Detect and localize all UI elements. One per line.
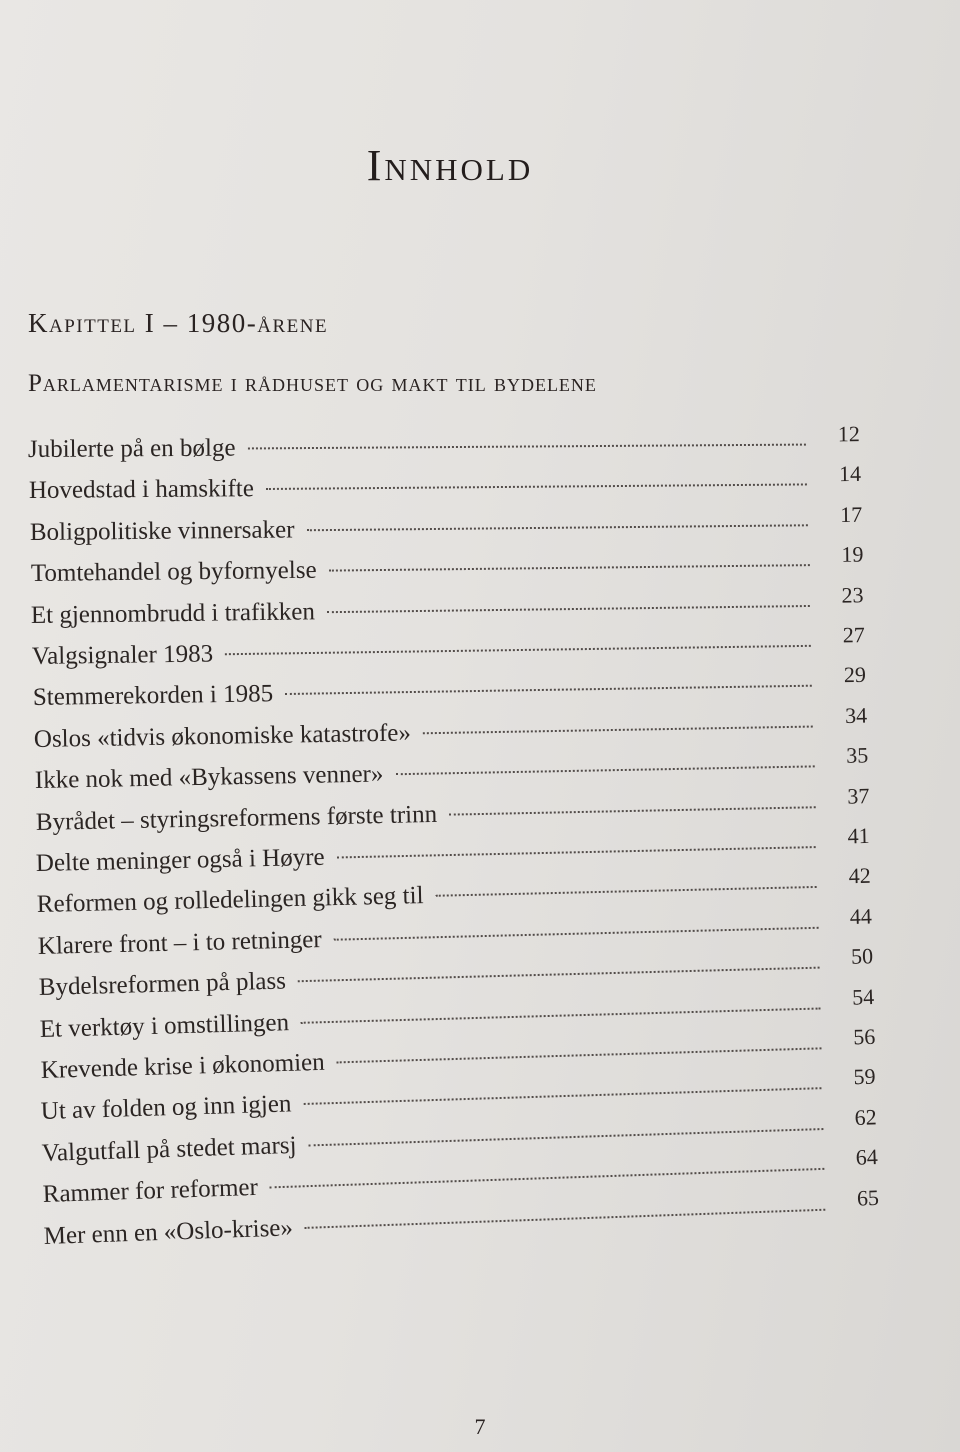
toc-entry-page: 54 — [851, 983, 875, 1010]
toc-entry-title: Valgutfall på stedet marsj — [41, 1131, 298, 1167]
dot-leader — [270, 1168, 824, 1189]
dot-leader — [266, 484, 807, 491]
toc-entry-page: 42 — [848, 863, 872, 889]
toc-entry-title: Boligpolitiske vinnersaker — [29, 516, 295, 546]
toc-entry-page: 12 — [837, 421, 860, 447]
toc-entry-page: 56 — [852, 1023, 876, 1050]
toc-entry-page: 14 — [838, 461, 861, 487]
toc-entry-title: Ut av folden og inn igjen — [40, 1090, 293, 1126]
dot-leader — [309, 1128, 824, 1146]
toc-entry-title: Krevende krise i økonomien — [40, 1048, 325, 1084]
dot-leader — [334, 927, 818, 941]
page-title: Innhold — [366, 141, 534, 190]
dot-leader — [328, 564, 809, 571]
toc-entry-title: Valgsignaler 1983 — [31, 640, 214, 670]
toc-entry-page: 27 — [842, 622, 866, 648]
dot-leader — [298, 967, 819, 983]
toc-entry-page: 50 — [850, 943, 874, 969]
toc-entry-title: Reformen og rolledelingen gikk seg til — [36, 882, 425, 919]
section-heading: Parlamentarisme i rådhuset og makt til bydelene — [28, 370, 597, 397]
toc-entry-page: 29 — [843, 662, 867, 688]
toc-entry-title: Klarere front – i to retninger — [37, 925, 323, 960]
dot-leader — [306, 524, 808, 531]
toc-entry-page: 34 — [844, 702, 868, 728]
toc-entry-title: Stemmerekorden i 1985 — [32, 680, 274, 712]
toc-entry-page: 65 — [856, 1184, 880, 1211]
toc-entry-title: Bydelsreformen på plass — [38, 967, 287, 1002]
toc-entry-title: Et gjennombrudd i trafikken — [31, 597, 316, 629]
dot-leader — [327, 605, 810, 613]
dot-leader — [449, 806, 816, 815]
dot-leader — [285, 685, 812, 695]
chapter-heading: Kapittel I – 1980-årene — [28, 308, 329, 338]
page-number: 7 — [474, 1414, 486, 1439]
toc-entry — [28, 461, 862, 517]
dot-leader — [436, 886, 818, 897]
toc-entry — [27, 421, 860, 476]
dot-leader — [248, 444, 806, 450]
toc-entry-page: 41 — [847, 822, 871, 849]
toc-entry-title: Mer enn en «Oslo-krise» — [43, 1213, 294, 1250]
toc-entry-page: 35 — [845, 742, 869, 768]
toc-entry-title: Byrådet – styringsreformens første trinn — [35, 800, 437, 836]
toc-entry-title: Tomtehandel og byfornyelse — [30, 556, 317, 588]
toc-entry-page: 44 — [849, 903, 873, 929]
dot-leader — [225, 645, 811, 655]
toc-entry-page: 23 — [841, 581, 865, 608]
toc-entry-page: 62 — [854, 1104, 878, 1130]
toc-entry-title: Et verktøy i omstillingen — [39, 1008, 290, 1043]
toc-entry-title: Rammer for reformer — [42, 1174, 259, 1209]
toc-entry-title: Jubilerte på en bølge — [27, 434, 236, 463]
toc-entry-page: 37 — [846, 782, 870, 809]
toc-entry-page: 59 — [853, 1063, 877, 1090]
toc-entry-title: Oslos «tidvis økonomiske katastrofe» — [33, 719, 412, 753]
toc-entry-title: Ikke nok med «Bykassens venner» — [34, 760, 384, 795]
toc-entry-page: 19 — [840, 541, 864, 567]
dot-leader — [304, 1088, 823, 1106]
dot-leader — [301, 1007, 821, 1023]
toc-entry-title: Delte meninger også i Høyre — [35, 843, 326, 877]
dot-leader — [395, 766, 814, 776]
dot-leader — [305, 1208, 826, 1228]
dot-leader — [336, 1047, 821, 1063]
dot-leader — [423, 725, 813, 734]
toc-entry-page: 64 — [855, 1144, 879, 1170]
toc-entry-title: Hovedstad i hamskifte — [28, 475, 254, 505]
dot-leader — [337, 846, 816, 858]
toc-entry-page: 17 — [839, 501, 862, 527]
